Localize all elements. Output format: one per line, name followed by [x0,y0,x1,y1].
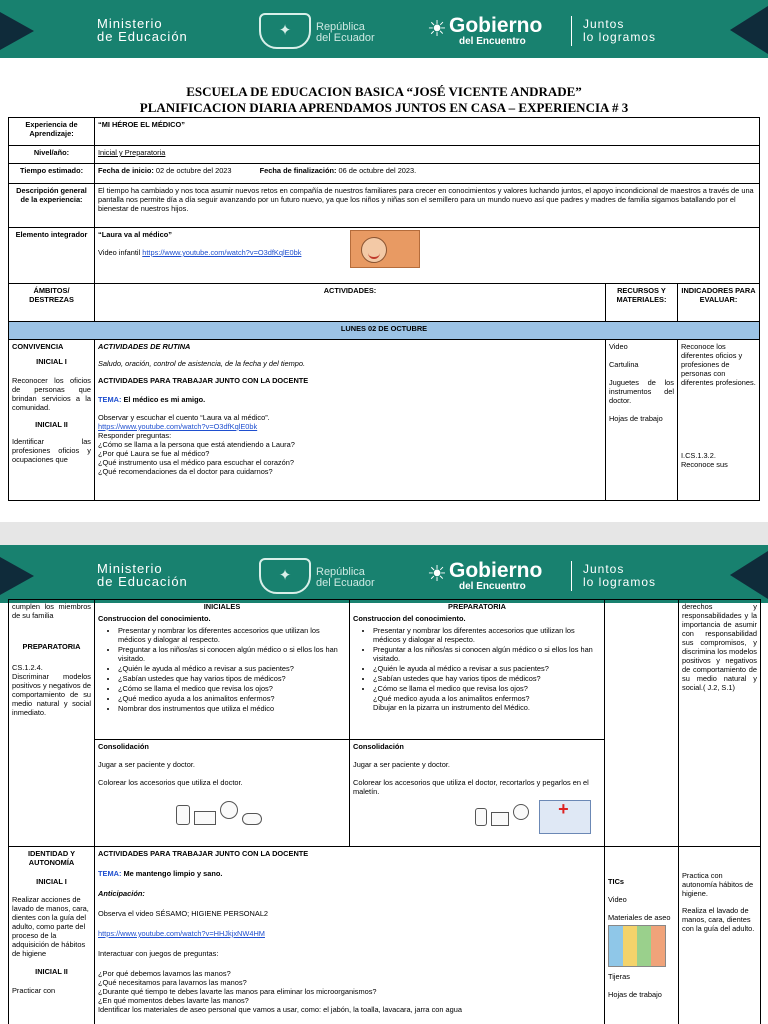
fin-label: Fecha de finalización: [259,166,337,175]
identidad-tema-line [98,869,601,878]
preparatoria-consolidacion-title: Consolidación [353,741,404,751]
interactuar-text: Interactuar con juegos de preguntas: [98,949,219,958]
school-title: ESCUELA DE EDUCACION BASICA “JOSÉ VICENTE ANDRADE” [186,84,582,99]
continued-ambito [9,600,95,847]
elemento-video-prefix: Video infantil [98,248,143,257]
sun-rays-icon: ☀ [427,561,447,586]
question-1: ¿Cómo se llama a la persona que está atendiendo a Laura? [98,440,295,449]
recurso-tics: TICs [608,877,625,886]
gobierno-logo-2: Gobierno del Encuentro [449,559,543,592]
ministry-banner-2 [0,545,768,603]
identidad-title: IDENTIDAD Y AUTONOMÍA [27,849,76,867]
medical-kit-icon [539,800,591,834]
ambitos-header: ÁMBITOS/ DESTREZAS [9,284,95,322]
rutina-title: ACTIVIDADES DE RUTINA [98,342,191,351]
hygiene-items-image [608,925,666,967]
nivel-value: Inicial y Preparatoria [95,146,760,164]
question-3: ¿Durante qué tiempo te debes lavarte las manos para eliminar los microorganismos? [98,987,377,996]
question-2: ¿Por qué Laura se fue al médico? [98,449,210,458]
list-item: • Preguntar a los niños/as si conocen algún médico o si ellos los han visitado. [118,645,346,663]
preparatoria-construccion [350,600,605,739]
convivencia-recursos [605,340,677,501]
inicio-label: Fecha de inicio: [98,166,154,175]
preparatoria-consolidacion [350,739,605,846]
iniciales-construccion-title: Construccion del conocimiento. [98,614,211,623]
identidad-docente-title: ACTIVIDADES PARA TRABAJAR JUNTO CON LA DOCENTE [98,849,309,858]
convivencia-ambito [9,340,95,501]
tema-label: TEMA: [98,395,122,404]
nivel-label: Nivel/año: [9,146,95,164]
convivencia-actividades [95,340,606,501]
recurso-materiales: Materiales de aseo [608,913,671,922]
identidad-tema-label: TEMA: [98,869,122,878]
cuento-video-link[interactable]: https://www.youtube.com/watch?v=O3dfKqlE0bk [98,422,258,431]
preparatoria-colorear: Colorear los accesorios que utiliza el doctor, recortarlos y pegarlos en el maletín. [353,777,589,796]
list-item: • ¿Sabían ustedes que hay varios tipos de médicos? [118,674,346,683]
iniciales-list [118,626,346,713]
gobierno-logo: Gobierno del Encuentro [449,14,543,47]
day-row [9,322,760,340]
nivel-row [9,146,760,164]
banner-divider-2 [571,561,572,591]
observe-text: Observar y escuchar el cuento “Laura va al médico”. [98,413,270,422]
republica-logo-2: República del Ecuador [316,566,375,589]
continued-indicador: derechos y responsabilidades y la importancia de asumir con responsabilidad sus compromisos, y discrimina los modelos positivos y negativos de comportamiento de su medio natural y social.( J.2, S.1) [682,602,757,692]
medical-tools-icon [473,800,537,834]
elemento-row [9,228,760,284]
elemento-video [98,248,756,257]
iniciales-header: INICIALES [203,602,241,611]
prep-images [473,800,601,836]
inner-table [95,600,604,846]
identidad-inicial-ii: INICIAL II [35,967,68,976]
medical-tools-icon [172,797,267,831]
question-4: ¿En qué momentos debes lavarte las manos? [98,996,249,1005]
republica-logo: República del Ecuador [316,21,375,44]
inicial-i-text: Reconocer los oficios de personas que brindan servicios a la comunidad. [12,376,91,412]
construccion-row [95,600,604,739]
recurso-hojas: Hojas de trabajo [608,414,663,423]
question-3: ¿Qué instrumento usa el médico para escuchar el corazón? [98,458,294,467]
iniciales-construccion [95,600,350,739]
list-item: • Presentar y nombrar los diferentes accesorios que utilizan los médicos y dialogar al respecto. [118,626,346,644]
docente-title: ACTIVIDADES PARA TRABAJAR JUNTO CON LA DOCENTE [98,376,309,385]
recurso-tijeras: Tijeras [608,972,630,981]
fin-value: 06 de octubre del 2023. [336,166,417,175]
recursos-header: RECURSOS Y MATERIALES: [605,284,677,322]
descripcion-value: El tiempo ha cambiado y nos toca asumir nuevos retos en compañía de nuestros familiares para crecer en conocimientos y valores luchando juntos, el apoyo incondicional de maestros a través de una pantalla nos permite día a día seguir avanzando por un futuro nuevo, ya que los niños y niñas son el semillero para un mundo nuevo así que padres y madres de familia sigamos batallando por el bienestar de nuestros hijos. [95,184,760,228]
page-2 [0,545,768,1024]
ministry-banner [0,0,768,58]
banner-arrow-left [0,12,34,50]
preparatoria-construccion-title: Construccion del conocimiento. [353,614,466,623]
identidad-inicial-i: INICIAL I [36,877,67,886]
consolidacion-row [95,739,604,846]
iniciales-colorear: Colorear los accesorios que utiliza el doctor. [98,777,243,787]
activities-table [8,599,761,1024]
convivencia-continued-row [9,600,761,847]
experiencia-value: “MI HÉROE EL MÉDICO” [95,118,760,146]
inicial-i-label: INICIAL I [36,357,67,366]
continued-indicadores [679,600,761,847]
identidad-inicial-i-text: Realizar acciones de lavado de manos, cara, dientes con la guía del adulto, como parte del proceso de la adquisición de hábitos de higiene [12,895,89,958]
sun-rays-icon: ☀ [427,16,447,41]
elemento-video-link[interactable]: https://www.youtube.com/watch?v=O3dfKqlE0bk [142,248,302,257]
identidad-indicador-2: Realiza el lavado de manos, cara, dientes con la guía del adulto. [682,906,755,933]
identidad-observe: Observa el video SÉSAMO; HIGIENE PERSONAL2 [98,909,269,918]
indicadores-header: INDICADORES PARA EVALUAR: [677,284,759,322]
banner-arrow-right-2 [730,551,768,599]
tema-text: El médico es mi amigo. [121,395,206,404]
recurso-video-2: Video [608,895,627,904]
inicial-ii-label: INICIAL II [35,420,68,429]
list-item: • ¿Sabían ustedes que hay varios tipos de médicos? [373,674,601,683]
question-5: Identificar los materiales de aseo personal que vamos a usar, como: el jabón, la toalla, lavacara, jarra con agua [98,1005,462,1014]
convivencia-row [9,340,760,501]
inicio-value: 02 de octubre del 2023 [153,166,232,175]
continued-text: cumplen los miembros de su familia [12,602,91,620]
continued-recursos [605,600,679,847]
preparatoria-header: PREPARATORIA [448,602,506,611]
question-1: ¿Por qué debemos lavarnos las manos? [98,969,231,978]
list-item: • Presentar y nombrar los diferentes accesorios que utilizan los médicos y dialogar al respecto. [373,626,601,644]
banner-arrow-left-2 [0,557,34,595]
tiempo-value [95,164,760,184]
recurso-cartulina: Cartulina [608,360,639,369]
elemento-label: Elemento integrador [9,228,95,284]
convivencia-indicadores [677,340,759,501]
coat-of-arms-icon: ✦ [259,558,311,594]
ministerio-logo-2: Ministerio de Educación [97,561,188,589]
identidad-indicador-1: Practica con autonomía hábitos de higiene. [682,871,754,898]
preparatoria-code: CS.1.2.4. [12,663,43,672]
columns-header-row [9,284,760,322]
juntos-logo-2: Juntos lo logramos [583,562,657,589]
experiencia-row [9,118,760,146]
iniciales-consolidacion-title: Consolidación [98,741,149,751]
recurso-video: Video [608,342,628,351]
list-item: • Preguntar a los niños/as si conocen algún médico o si ellos los han visitado. [373,645,601,663]
tiempo-label: Tiempo estimado: [9,164,95,184]
descripcion-row [9,184,760,228]
identidad-tema-text: Me mantengo limpio y sano. [121,869,223,878]
indicador-1: Reconoce los diferentes oficios y profesiones de personas con diferentes profesiones. [680,342,756,387]
ministerio-logo: Ministerio de Educación [97,16,188,44]
inicial-ii-text: Identificar las profesiones oficios y ocupaciones que [12,437,91,464]
actividades-header: ACTIVIDADES: [95,284,606,322]
recurso-juguetes: Juguetes de los instrumentos del doctor. [608,378,674,405]
identidad-row [9,847,761,1024]
day-label: LUNES 02 DE OCTUBRE [9,322,760,340]
list-item: • ¿Quién le ayuda al médico a revisar a sus pacientes? [118,664,346,673]
convivencia-title: CONVIVENCIA [12,342,64,351]
anticipacion-title: Anticipación: [98,889,145,898]
list-item: • Nombrar dos instrumentos que utiliza el médico [118,704,346,713]
list-item: • ¿Cómo se llama el medico que revisa los ojos? [373,684,601,693]
indicador-code: I.CS.1.3.2. [680,451,716,460]
rutina-text: Saludo, oración, control de asistencia, de la fecha y del tiempo. [98,359,306,368]
responder-text: Responder preguntas: [98,431,172,440]
banner-arrow-right [730,6,768,54]
preparatoria-list [373,626,601,693]
identidad-practicar: Practicar con [12,986,56,995]
identidad-recursos [605,847,679,1024]
identidad-indicadores [679,847,761,1024]
indicador-2: Reconoce sus [680,460,728,469]
preparatoria-extra-2: Dibujar en la pizarra un instrumento del Médico. [373,703,530,712]
sesamo-video-link[interactable]: https://www.youtube.com/watch?v=HHJkjxNW4HM [98,929,265,938]
plan-title: PLANIFICACION DIARIA APRENDAMOS JUNTOS EN CASA – EXPERIENCIA # 3 [139,100,629,115]
list-item: • ¿Cómo se llama el medico que revisa los ojos? [118,684,346,693]
iniciales-preparatoria-cell [95,600,605,847]
preparatoria-jugar: Jugar a ser paciente y doctor. [353,759,450,769]
question-4: ¿Qué recomendaciones da el doctor para cuidarnos? [98,467,273,476]
iniciales-jugar: Jugar a ser paciente y doctor. [98,759,195,769]
juntos-logo: Juntos lo logramos [583,17,657,44]
info-table [8,117,760,501]
experiencia-label: Experiencia de Aprendizaje: [9,118,95,146]
banner-divider [571,16,572,46]
coat-of-arms-icon: ✦ [259,13,311,49]
preparatoria-text: Discriminar modelos positivos y negativos de comportamiento de su medio natural y social inmediato. [12,672,91,717]
preparatoria-extra-1: ¿Qué medico ayuda a los animalitos enfermos? [373,694,530,703]
question-2: ¿Qué necesitamos para lavarnos las manos? [98,978,247,987]
identidad-actividades [95,847,605,1024]
elemento-title: “Laura va al médico” [98,230,172,239]
laura-video-thumbnail[interactable] [350,230,420,268]
page-gap [0,522,768,545]
elemento-value [95,228,760,284]
list-item: • ¿Qué medico ayuda a los animalitos enfermos? [118,694,346,703]
recurso-hojas-2: Hojas de trabajo [608,990,662,999]
identidad-ambito [9,847,95,1024]
tema-line [98,395,602,404]
preparatoria-label: PREPARATORIA [22,642,81,651]
tiempo-row [9,164,760,184]
list-item: • ¿Quién le ayuda al médico a revisar a sus pacientes? [373,664,601,673]
descripcion-label: Descripción general de la experiencia: [9,184,95,228]
iniciales-consolidacion [95,739,350,846]
